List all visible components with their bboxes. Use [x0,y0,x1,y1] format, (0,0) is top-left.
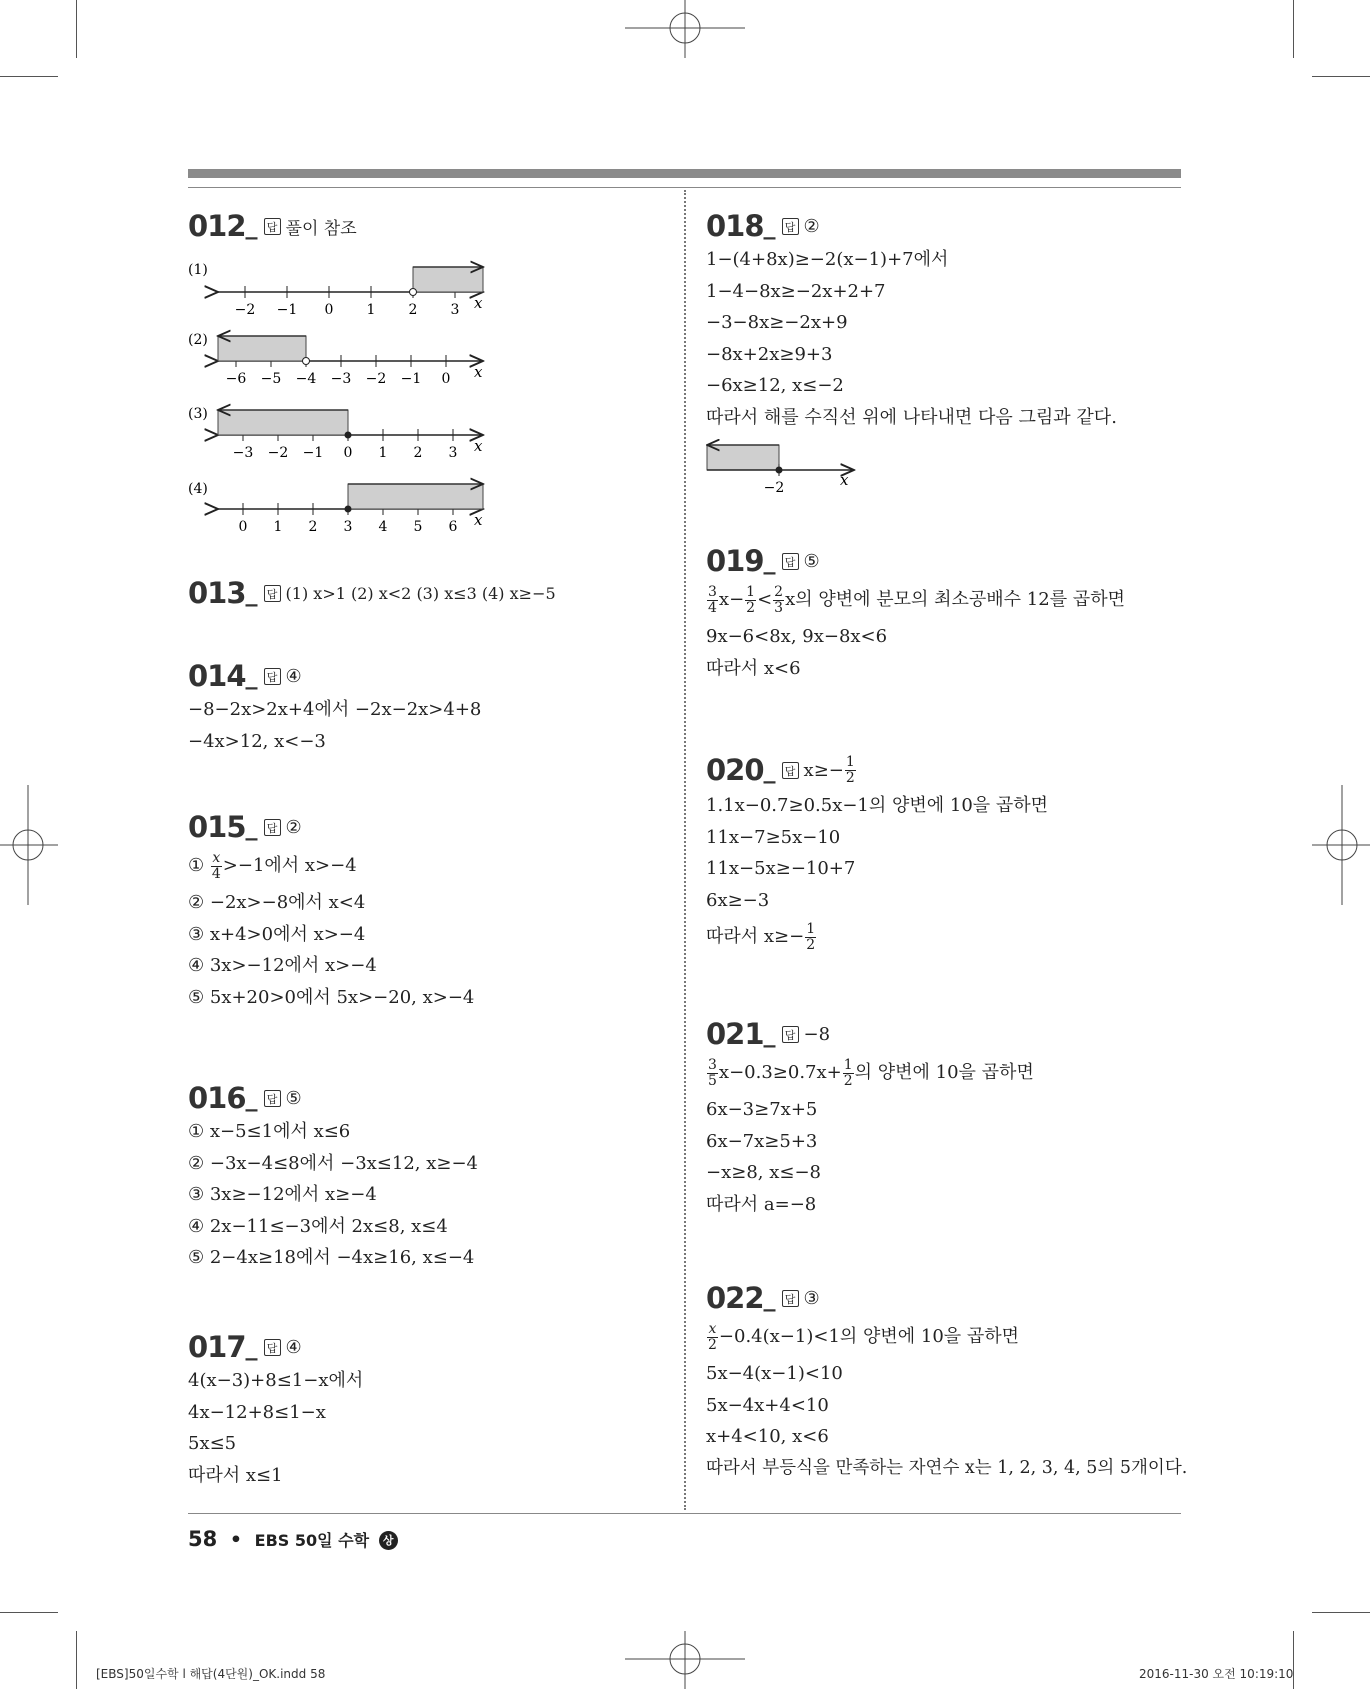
registration-mark-right [1312,785,1370,905]
solution-line: −x≥8, x≤−8 [706,1162,821,1183]
answer-mark: 답 [782,762,799,779]
problem-number: 013 [188,576,246,610]
tick-label: 2 [308,519,318,535]
tick-label: 2 [408,302,418,318]
crop-mark [0,76,58,77]
solution-line: 4(x−3)+8≤1−x에서 [188,1370,364,1391]
solution-line: −3−8x≥−2x+9 [706,312,848,333]
problem-header [188,1329,658,1365]
solution-line: 따라서 해를 수직선 위에 나타내면 다음 그림과 같다. [706,406,1117,428]
answer-text: ⑤ [803,550,820,572]
solution-line: 6x−7x≥5+3 [706,1130,818,1152]
solution-line: 5x≤5 [188,1433,237,1454]
tick-label: 2 [413,445,423,461]
tick-label: 3 [448,445,458,461]
solution-text: x− [718,589,745,610]
solution-line: ① x−5≤1에서 x≤6 [188,1121,351,1142]
problem-number: 020 [706,753,764,787]
problem-022 [706,1280,1188,1484]
tick-label: 0 [441,371,451,387]
problem-017 [188,1329,658,1491]
number-underscore: _ [245,212,258,240]
problem-header [188,208,658,244]
problem-header [188,575,658,611]
crop-mark [76,0,77,58]
answer-mark: 답 [782,218,799,235]
tick-label: 6 [448,519,458,535]
answer-mark: 답 [264,819,281,836]
answer-text: 풀이 참조 [285,218,357,239]
tick-label: −1 [400,371,422,387]
solution-text: 의 양변에 10을 곱하면 [854,1062,1034,1083]
fraction: $\frac{x}{2}$ [708,1320,717,1353]
solution-text: x−0.3≥0.7x+ [718,1062,842,1083]
solution-line: −4x>12, x<−3 [188,730,326,752]
answer-mark: 답 [782,1290,799,1307]
footer-rule [188,1513,1181,1514]
fraction: $\frac{3}{5}$ [708,1056,717,1089]
problem-number: 012 [188,209,246,243]
tick-label: 3 [343,519,353,535]
closed-point [345,506,352,513]
solution-text: x의 양변에 분모의 최소공배수 12를 곱하면 [785,589,1125,610]
number-underscore: _ [245,579,258,607]
solution-line: −8x+2x≥9+3 [706,343,833,365]
answer-mark: 답 [782,553,799,570]
header-bar [188,169,1181,178]
tick-label: −5 [260,371,282,387]
problem-013 [188,575,658,611]
tick-label: −2 [267,445,289,461]
problem-number: 018 [706,209,764,243]
number-line-graphs [188,248,508,538]
tick-label: 1 [366,302,376,318]
answer-mark: 답 [782,1026,799,1043]
tick-label: 3 [450,302,460,318]
problem-016 [188,1080,658,1274]
solution-line [706,916,1176,958]
solution-line: 따라서 부등식을 만족하는 자연수 x는 1, 2, 3, 4, 5의 5개이다. [706,1457,1188,1478]
solution-line: ③ 3x≥−12에서 x≥−4 [188,1184,377,1205]
fraction: $\frac{1}{2}$ [806,920,816,953]
fraction: $\frac{x}{4}$ [211,849,221,882]
solution-line: ④ 3x>−12에서 x>−4 [188,955,377,976]
solution-line: ② −3x−4≤8에서 −3x≤12, x≥−4 [188,1152,478,1174]
solution-shade [218,336,306,361]
tick-label: −2 [365,371,387,387]
answer-text: ⑤ [285,1087,302,1109]
fraction: $\frac{3}{4}$ [708,583,717,616]
tick-label: 0 [343,445,353,461]
axis-variable: x [474,511,483,529]
solution-line [706,1052,1176,1094]
tick-label: −2 [763,480,785,496]
axis-variable: x [840,471,849,489]
solution-line: 따라서 a=−8 [706,1193,817,1215]
problem-number: 015 [188,810,246,844]
solution-line: 11x−5x≥−10+7 [706,858,856,879]
number-underscore: _ [245,1333,258,1361]
problem-number: 019 [706,544,764,578]
solution-text: 따라서 x≥− [706,926,805,947]
answer-text: (1) x>1 (2) x<2 (3) x≤3 (4) x≥−5 [285,583,556,603]
timestamp-slug: 2016-11-30 오전 10:19:10 [1139,1667,1294,1681]
page-footer [188,1527,398,1551]
problem-number: 021 [706,1017,764,1051]
solution-line: 5x−4x+4<10 [706,1394,829,1416]
problem-018 [706,208,1176,499]
tick-label: 0 [238,519,248,535]
answer-mark: 답 [264,1090,281,1107]
fraction: $\frac{1}{2}$ [845,753,855,786]
tick-label: −3 [330,371,352,387]
choice-marker: ① [188,855,205,876]
solution-line: ④ 2x−11≤−3에서 2x≤8, x≤4 [188,1215,448,1237]
registration-mark-bottom [625,1631,745,1689]
registration-mark-left [0,785,58,905]
tick-label: −3 [232,445,254,461]
problem-021 [706,1016,1176,1220]
volume-mark: 상 [382,1534,394,1547]
axis-variable: x [474,294,483,312]
crop-mark [1312,76,1370,77]
problem-015 [188,809,658,1013]
column-divider [684,190,686,1510]
number-underscore: _ [763,1020,776,1048]
solution-line: ⑤ 5x+20>0에서 5x>−20, x>−4 [188,986,475,1008]
number-underscore: _ [245,662,258,690]
tick-label: −6 [225,371,247,387]
answer-text: −8 [803,1023,831,1045]
problem-header [188,809,658,845]
tick-label: 0 [324,302,334,318]
problem-020 [706,750,1176,958]
problem-012 [188,208,658,535]
solution-line: 1.1x−0.7≥0.5x−1의 양변에 10을 곱하면 [706,795,1049,816]
tick-label: −1 [302,445,324,461]
crop-mark [76,1631,77,1689]
problem-header [188,1080,658,1116]
closed-point [345,432,352,439]
tick-label: 1 [273,519,283,535]
solution-line: 9x−6<8x, 9x−8x<6 [706,626,888,647]
fraction: $\frac{2}{3}$ [774,583,784,616]
closed-point [776,467,783,474]
answer-text: ④ [285,1336,302,1358]
volume-mark-badge [379,1531,398,1550]
solution-text: >−1에서 x>−4 [222,855,357,876]
solution-line: ⑤ 2−4x≥18에서 −4x≥16, x≤−4 [188,1247,475,1268]
answer-mark: 답 [264,1339,281,1356]
problem-header [706,1280,1176,1316]
fraction: $\frac{1}{2}$ [843,1056,853,1089]
solution-line: 5x−4(x−1)<10 [706,1363,843,1384]
tick-label: 1 [378,445,388,461]
problem-number: 014 [188,659,246,693]
number-underscore: _ [245,1084,258,1112]
number-underscore: _ [763,756,776,784]
number-underscore: _ [763,1284,776,1312]
registration-mark-top [625,0,745,58]
tick-label: −4 [295,371,317,387]
problem-header [706,208,1176,244]
header-rule [188,187,1181,188]
number-underscore: _ [763,547,776,575]
crop-mark [0,1612,58,1613]
number-underscore: _ [245,813,258,841]
solution-line: 1−(4+8x)≥−2(x−1)+7에서 [706,249,949,270]
solution-line: ③ x+4>0에서 x>−4 [188,923,366,945]
problem-header [188,658,658,694]
number-line-graph [706,439,886,499]
open-point [303,358,310,365]
problem-header [706,1016,1176,1052]
graph-label: (4) [188,481,208,497]
problem-number: 017 [188,1330,246,1364]
axis-variable: x [474,363,483,381]
problem-number: 022 [706,1281,764,1315]
solution-line: 6x≥−3 [706,889,770,911]
footer-bullet: • [229,1529,243,1551]
graph-label: (2) [188,332,208,348]
answer-mark: 답 [264,668,281,685]
solution-line: −8−2x>2x+4에서 −2x−2x>4+8 [188,699,482,720]
answer-mark: 답 [264,585,281,602]
solution-line [706,579,1176,621]
solution-text: −0.4(x−1)<1의 양변에 10을 곱하면 [718,1326,1020,1347]
number-underscore: _ [763,212,776,240]
file-info-slug: [EBS]50일수학 l 해답(4단원)_OK.indd 58 [96,1667,326,1681]
solution-line [188,845,658,887]
tick-label: 4 [378,519,388,535]
crop-mark [1293,0,1294,58]
graph-label: (3) [188,406,208,422]
solution-shade [348,484,483,509]
solution-line: ② −2x>−8에서 x<4 [188,892,366,913]
graph-label: (1) [188,262,208,278]
solution-line: 6x−3≥7x+5 [706,1099,818,1120]
solution-line: 4x−12+8≤1−x [188,1401,326,1423]
open-point [410,289,417,296]
answer-text: ④ [285,665,302,687]
solution-text: < [757,589,773,610]
problem-header [706,750,1176,790]
solution-line: 따라서 x≤1 [188,1464,283,1486]
solution-line: 11x−7≥5x−10 [706,826,841,848]
answer-text: x≥− [803,759,844,781]
problem-header [706,543,1176,579]
book-title: EBS 50일 수학 [254,1531,370,1550]
answer-text: ② [285,816,302,838]
answer-text: ② [803,215,820,237]
problem-014 [188,658,658,757]
answer-text: ③ [803,1287,820,1309]
solution-shade [707,445,779,470]
tick-label: −2 [234,302,256,318]
solution-line: 1−4−8x≥−2x+2+7 [706,280,886,302]
fraction: $\frac{1}{2}$ [746,583,756,616]
problem-number: 016 [188,1081,246,1115]
problem-019 [706,543,1176,684]
page-number: 58 [188,1527,218,1551]
tick-label: 5 [413,519,423,535]
solution-line: 따라서 x<6 [706,657,801,679]
axis-variable: x [474,437,483,455]
solution-line: −6x≥12, x≤−2 [706,375,844,396]
crop-mark [1312,1612,1370,1613]
solution-shade [218,410,348,435]
solution-line [706,1316,1176,1358]
solution-line: x+4<10, x<6 [706,1426,829,1447]
answer-mark: 답 [264,218,281,235]
solution-shade [413,267,483,292]
tick-label: −1 [276,302,298,318]
